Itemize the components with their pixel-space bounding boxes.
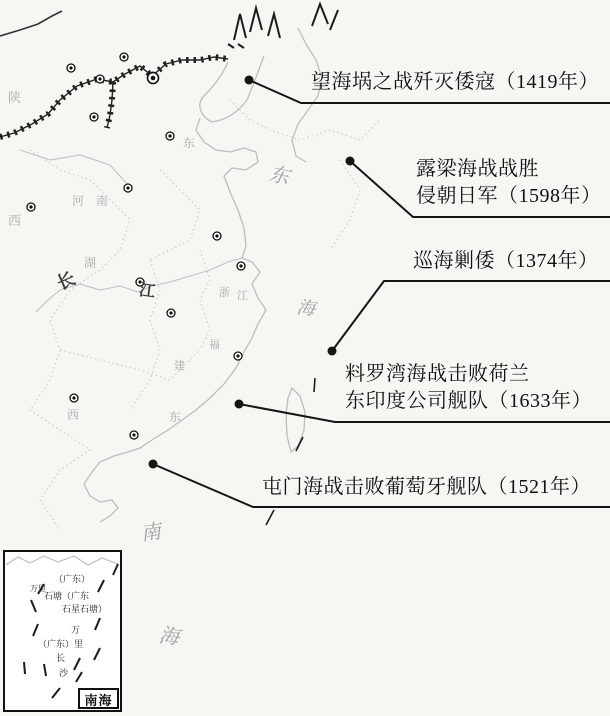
callout-line: 屯门海战击败葡萄牙舰队（1521年） [262, 476, 591, 498]
sea-char-label: 海 [295, 296, 317, 320]
province-char-label: 西 [67, 408, 80, 422]
province-char-label: 东 [183, 136, 196, 150]
province-char-label: 东 [169, 410, 182, 424]
callout-line: 东印度公司舰队（1633年） [345, 390, 592, 412]
province-char-label: 南 [96, 194, 109, 208]
city-marker-10-core [239, 264, 242, 267]
sea-char-label: 海 [157, 624, 181, 650]
callout-leader-luliang [350, 161, 610, 217]
city-marker-0-core [69, 66, 72, 69]
inset-shoal-label: 万 [71, 625, 81, 635]
callout-line: 巡海剿倭（1374年） [413, 250, 599, 272]
callout-dot-wanghaiwo [245, 76, 254, 85]
province-char-label: 江 [237, 290, 248, 302]
city-marker-13-core [72, 396, 75, 399]
province-char-label: 湖 [84, 256, 97, 270]
inset-shoal-label: （广东） [54, 574, 91, 584]
yangtze-char-label: 长 [53, 268, 79, 294]
inset-frame [4, 551, 121, 711]
province-char-label: 西 [8, 213, 22, 228]
callout-leader-liaoluowan [239, 404, 610, 422]
callout-leader-wanghaiwo [249, 80, 610, 103]
callout-leader-lines [149, 76, 610, 508]
callout-line: 露梁海战战胜 [416, 158, 539, 180]
river-paths [20, 150, 242, 312]
city-marker-4-core [92, 115, 95, 118]
city-marker-6-core [126, 186, 129, 189]
province-char-label: 河 [72, 194, 85, 208]
city-marker-9-core [138, 280, 141, 283]
city-marker-2-core [122, 55, 125, 58]
inset-shoal-label: 万里 [30, 584, 46, 593]
callout-leader-xunhai [332, 281, 610, 351]
callout-dot-tunmen [149, 460, 158, 469]
callout-dot-xunhai [328, 347, 337, 356]
province-char-label: 浙 [219, 287, 230, 299]
city-marker-7-core [29, 205, 32, 208]
province-char-label: 陕 [8, 90, 22, 105]
great-wall-path [0, 57, 228, 137]
province-border-paths [30, 100, 380, 530]
city-markers [27, 53, 245, 439]
callout-line: 望海埚之战歼灭倭寇（1419年） [311, 71, 599, 93]
callout-dot-liaoluowan [235, 400, 244, 409]
north-border-line [0, 11, 62, 36]
inset-shoal-label: （广东）里 [38, 639, 84, 649]
inset-shoal-label: 长 [56, 653, 66, 663]
inset-shoal-label: 沙 [59, 668, 69, 678]
inset-title-box: 南海 [78, 688, 119, 709]
mountain-marks [228, 4, 338, 48]
inset-shoal-label: 石塘（广东 [44, 591, 90, 601]
capital-marker-core [151, 76, 156, 81]
city-marker-5-core [168, 134, 171, 137]
callout-line: 侵朝日军（1598年） [416, 185, 602, 207]
city-marker-11-core [169, 311, 172, 314]
city-marker-12-core [236, 354, 239, 357]
province-char-label: 建 [174, 360, 185, 372]
sea-char-label: 东 [266, 163, 292, 189]
callout-leader-tunmen [153, 464, 610, 507]
city-marker-8-core [215, 234, 218, 237]
yangtze-char-label: 江 [137, 281, 157, 302]
inset-shoal-label: 石星石塘） [62, 604, 108, 614]
province-char-label: 福 [209, 339, 220, 351]
city-marker-14-core [132, 433, 135, 436]
callout-line: 料罗湾海战击败荷兰 [345, 363, 530, 385]
callout-dot-luliang [346, 157, 355, 166]
sea-char-label: 南 [139, 520, 163, 546]
city-marker-1-core [98, 77, 101, 80]
